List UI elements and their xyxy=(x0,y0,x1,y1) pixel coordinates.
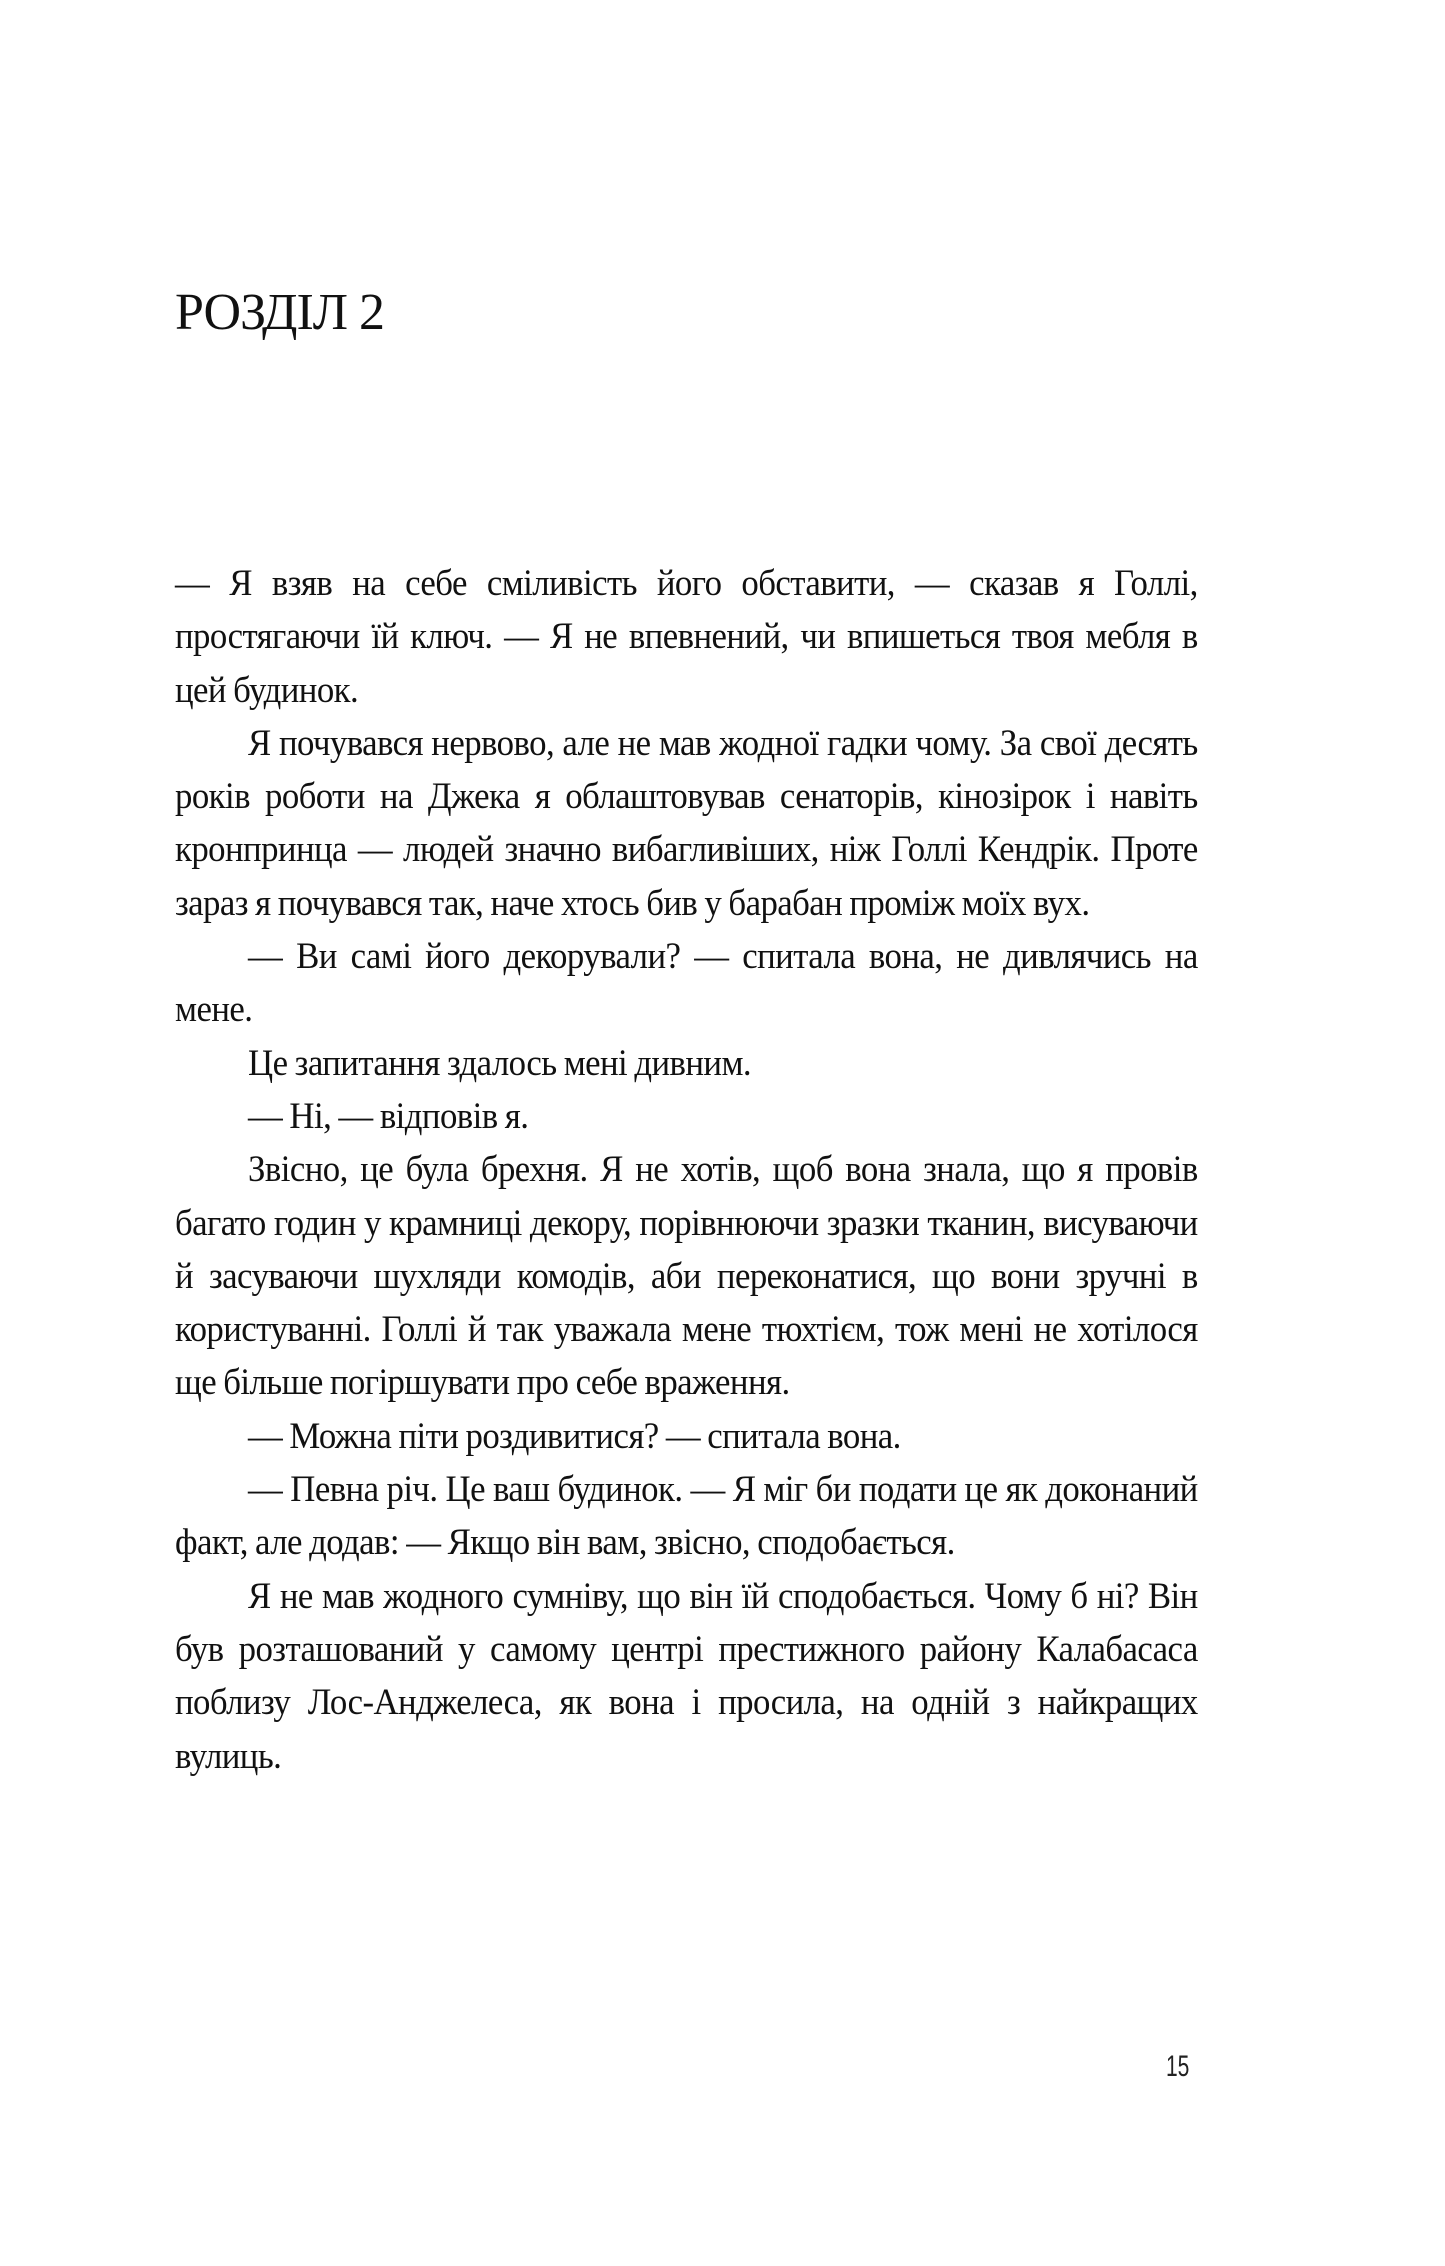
chapter-title: РОЗДІЛ 2 xyxy=(175,284,385,341)
body-text xyxy=(175,557,1198,1783)
paragraph: Звісно, це була брехня. Я не хотів, щоб вона знала, що я провів багато годин у крамниці декору, порівнюючи зразки тканин, висуваючи й засуваючи шухляди комодів, аби переконатися, що вони зручні в користуванні. Голлі й так уважала мене тюхтієм, тож мені не хотілося ще більше погіршувати про себе враження. xyxy=(175,1149,1198,1404)
page-number: 15 xyxy=(1166,2050,1190,2083)
paragraph: Я не мав жодного сумніву, що він їй сподобається. Чому б ні? Він був розташований у самому центрі престижного району Калабасаса поблизу Лос-Анджелеса, як вона і просила, на одній з найкращих вулиць. xyxy=(175,1575,1198,1777)
paragraph: — Можна піти роздивитися? — спитала вона. xyxy=(248,1415,901,1457)
paragraph: — Певна річ. Це ваш будинок. — Я міг би подати це як доконаний факт, але додав: — Якщо він вам, звісно, сподобається. xyxy=(175,1469,1198,1564)
paragraph: Я почувався нервово, але не мав жодної гадки чому. За свої десять років роботи на Джека я облаштовував сенаторів, кінозірок і навіть кронпринца — людей значно вибагливіших, ніж Голлі Кендрік. Проте зараз я почувався так, наче хтось бив у барабан проміж моїх вух. xyxy=(175,722,1198,924)
paragraph: — Ні, — відповів я. xyxy=(248,1095,529,1137)
paragraph: — Я взяв на себе сміливість його обставити, — сказав я Голлі, простягаючи їй ключ. — Я не впевнений, чи впишеться твоя мебля в цей будинок. xyxy=(175,563,1198,711)
paragraph: Це запитання здалось мені дивним. xyxy=(248,1042,752,1084)
paragraph: — Ви самі його декорували? — спитала вона, не дивлячись на мене. xyxy=(175,936,1198,1031)
